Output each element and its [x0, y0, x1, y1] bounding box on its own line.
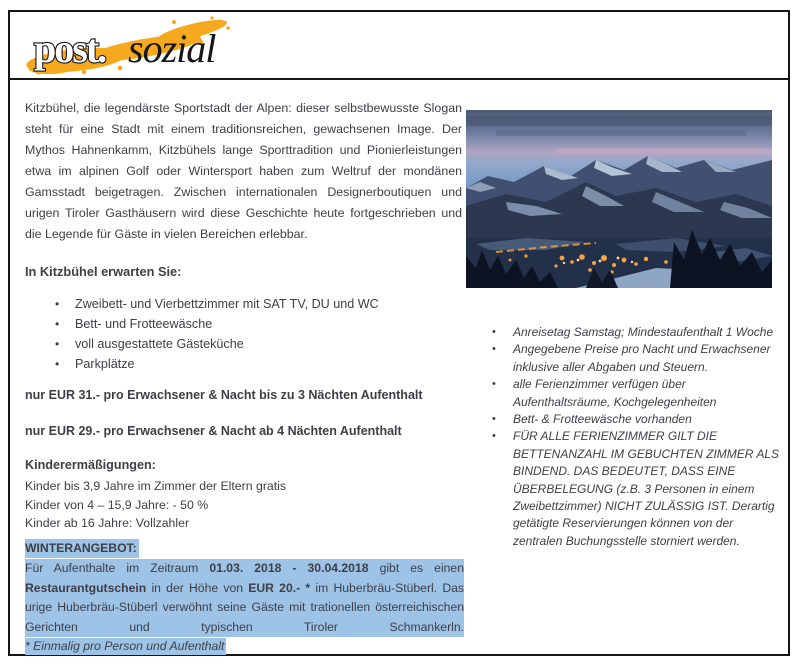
list-item: [492, 411, 782, 428]
child-discount-line: Kinder ab 16 Jahre: Vollzahler: [25, 516, 190, 530]
logo-text-sozial: sozial: [128, 26, 216, 71]
list-item-label: FÜR ALLE FERIENZIMMER GILT DIE BETTENANZAHL IM GEBUCHTEN ZIMMER ALS BINDEND. DAS BEDEUTET, DASS EINE ÜBERBELEGUNG (z.B. 3 Personen in einem Zweibettzimmer) NICHT ZULÄSSIG IST. Derartig getätigte Reservierungen können von der zentralen Buchungsstelle storniert werden.: [513, 429, 780, 548]
bullet-icon: •: [492, 430, 496, 443]
winter-offer-footnote: * Einmalig pro Person und Aufenthalt: [25, 639, 225, 653]
bullet-icon: •: [492, 413, 496, 426]
list-item: [492, 324, 782, 341]
kitzbuehel-night-photo: [466, 110, 772, 288]
header: [10, 12, 788, 80]
list-item-label: voll ausgestattete Gästeküche: [75, 337, 244, 351]
left-column: [25, 98, 462, 654]
conditions-list: [492, 324, 782, 550]
list-item-label: Parkplätze: [75, 357, 135, 371]
list-item: [55, 294, 455, 314]
list-item-label: alle Ferienzimmer verfügen über Aufenthaltsräume, Kochgelegenheiten: [513, 377, 717, 409]
bullet-icon: •: [55, 297, 60, 311]
bullet-icon: •: [55, 357, 60, 371]
list-item-label: Bett- und Frotteewäsche: [75, 317, 213, 331]
intro-paragraph: Kitzbühel, die legendärste Sportstadt der Alpen: dieser selbstbewusste Slogan steht für eine Stadt mit einem traditionsreichen, gewachsenen Image. Der Mythos Hahnenkamm, Kitzbühels lange Sporttradition und Pionierleistungen etwa im alpinen Golf oder Wintersport haben zum Weltruf der mondänen Gamsstadt beigetragen. Zwischen internationalen Designerboutiquen und urigen Tiroler Gasthäusern wird diese Geschichte heute fortgeschrieben und die Legende für Gäste in vielen Bereichen erlebbar.: [25, 101, 462, 241]
list-item: [492, 428, 782, 550]
text-segment-bold: EUR 20.- *: [248, 580, 311, 595]
bullet-icon: •: [55, 337, 60, 351]
expectations-heading: In Kitzbühel erwarten Sie:: [25, 264, 182, 279]
bullet-icon: •: [492, 343, 496, 356]
logo-text-post: post.: [34, 26, 106, 71]
page-border-frame: [8, 10, 790, 656]
list-item-label: Angegebene Preise pro Nacht und Erwachsener inklusive aller Abgaben und Steuern.: [513, 342, 771, 374]
child-discount-line: Kinder von 4 – 15,9 Jahre: - 50 %: [25, 497, 209, 512]
bullet-icon: •: [55, 317, 60, 331]
text-segment-bold: 01.03. 2018 - 30.04.2018: [209, 561, 369, 575]
winter-offer-block: [25, 539, 464, 655]
list-item: [55, 354, 455, 374]
winter-offer-paragraph: [25, 559, 464, 637]
list-item-label: Bett- & Frotteewäsche vorhanden: [513, 412, 692, 427]
feature-list: [55, 294, 455, 374]
bullet-icon: •: [492, 378, 496, 391]
list-item: [492, 376, 782, 411]
text-segment-bold: Restaurantgutschein: [25, 580, 147, 595]
text-segment: Für Aufenthalte im Zeitraum: [25, 561, 210, 575]
text-segment: in der Höhe von: [146, 580, 249, 595]
post-sozial-logo: [24, 16, 236, 76]
price-line-4-nights: nur EUR 29.- pro Erwachsener & Nacht ab 4 Nächten Aufenthalt: [25, 424, 402, 438]
list-item: [55, 314, 455, 334]
list-item-label: Zweibett- und Vierbettzimmer mit SAT TV, DU und WC: [75, 297, 379, 311]
child-discount-lines: [25, 477, 462, 533]
text-segment: im Huberbräu-Stüberl. Das urige Huberbräu-Stüberl verwöhnt seine Gäste mit trationellen österreichischen Gerichten und typischen Tiroler Schmankerln.: [25, 580, 464, 634]
price-line-3-nights: nur EUR 31.- pro Erwachsener & Nacht bis zu 3 Nächten Aufenthalt: [25, 388, 423, 402]
list-item: [492, 341, 782, 376]
winter-offer-heading: WINTERANGEBOT:: [25, 539, 139, 558]
alpine-dusk-scene: [466, 110, 772, 288]
child-discount-heading: Kinderermäßigungen:: [25, 458, 156, 472]
bullet-icon: •: [492, 326, 496, 338]
list-item: [55, 334, 455, 354]
child-discount-line: Kinder bis 3,9 Jahre im Zimmer der Eltern gratis: [25, 479, 287, 493]
list-item-label: Anreisetag Samstag; Mindestaufenthalt 1 Woche: [513, 325, 774, 339]
text-segment: gibt es einen: [368, 561, 464, 575]
